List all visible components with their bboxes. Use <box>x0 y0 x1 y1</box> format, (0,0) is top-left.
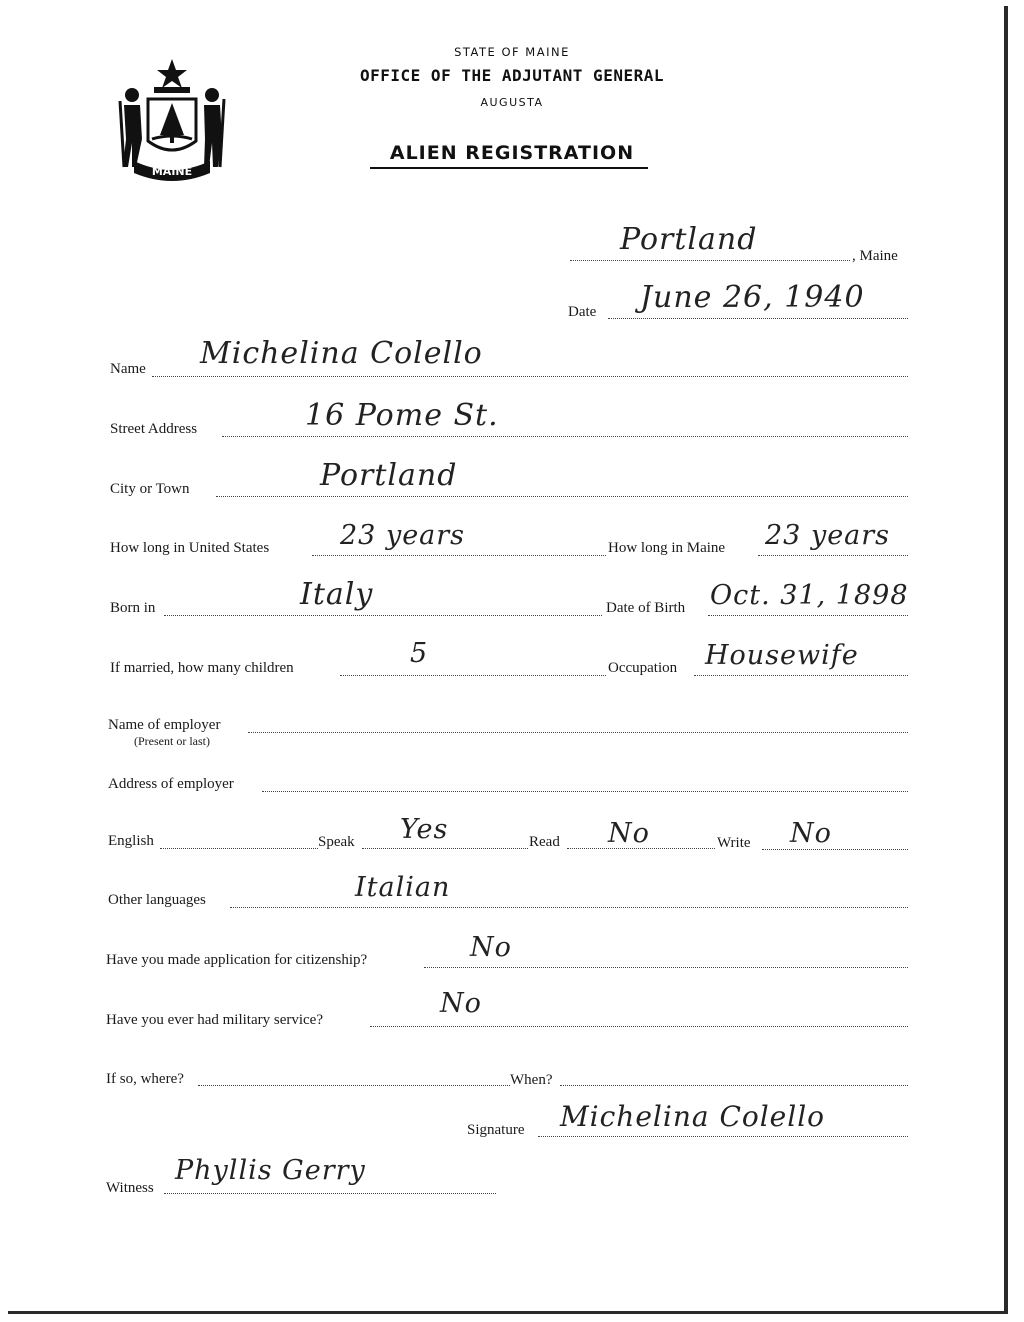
us-years-entry: 23 years <box>340 520 466 551</box>
city-entry: Portland <box>320 458 458 493</box>
dob-line <box>708 615 908 616</box>
other-languages-entry: Italian <box>355 872 451 903</box>
city-line <box>216 496 908 497</box>
military-line <box>370 1026 908 1027</box>
where-line <box>198 1085 510 1086</box>
dob-entry: Oct. 31, 1898 <box>710 580 909 611</box>
citizenship-label: Have you made application for citizenship? <box>106 952 368 968</box>
military-label: Have you ever had military service? <box>106 1012 323 1028</box>
occupation-entry: Housewife <box>705 640 859 671</box>
children-entry: 5 <box>410 638 429 669</box>
maine-years-entry: 23 years <box>765 520 891 551</box>
maine-label: , Maine <box>852 248 898 264</box>
us-years-line <box>312 555 606 556</box>
street-entry: 16 Pome St. <box>305 398 499 433</box>
children-line <box>340 675 606 676</box>
when-line <box>560 1085 908 1086</box>
occupation-label: Occupation <box>608 660 678 676</box>
us-years-label: How long in United States <box>110 540 270 556</box>
english-line <box>160 848 318 849</box>
military-entry: No <box>440 988 482 1019</box>
employer-address-line <box>262 791 908 792</box>
speak-label: Speak <box>318 834 355 850</box>
employer-address-label: Address of employer <box>108 776 234 792</box>
born-label: Born in <box>110 600 156 616</box>
title-underline <box>370 167 648 169</box>
born-entry: Italy <box>300 577 374 612</box>
when-label: When? <box>510 1072 553 1088</box>
place-entry: Portland <box>620 222 758 257</box>
write-line <box>762 849 908 850</box>
signature-label: Signature <box>467 1122 525 1138</box>
date-line <box>608 318 908 319</box>
other-languages-line <box>230 907 908 908</box>
street-line <box>222 436 908 437</box>
city-label: City or Town <box>110 481 190 497</box>
name-line <box>152 376 908 377</box>
read-label: Read <box>529 834 560 850</box>
state-heading: STATE OF MAINE <box>454 45 570 59</box>
svg-text:MAINE: MAINE <box>151 165 193 178</box>
witness-line <box>164 1193 496 1194</box>
name-entry: Michelina Colello <box>200 336 483 371</box>
citizenship-entry: No <box>470 932 512 963</box>
place-line <box>570 260 850 261</box>
office-heading: OFFICE OF THE ADJUTANT GENERAL <box>360 66 664 85</box>
where-label: If so, where? <box>106 1071 184 1087</box>
maine-years-label: How long in Maine <box>608 540 726 556</box>
write-entry: No <box>790 818 832 849</box>
signature-entry: Michelina Colello <box>560 1100 826 1133</box>
form-title: ALIEN REGISTRATION <box>389 142 635 164</box>
date-entry: June 26, 1940 <box>640 280 865 315</box>
speak-line <box>362 848 528 849</box>
employer-label: Name of employer <box>108 717 221 733</box>
employer-line <box>248 732 908 733</box>
name-label: Name <box>110 361 146 377</box>
dob-label: Date of Birth <box>606 600 686 616</box>
born-line <box>164 615 602 616</box>
date-label: Date <box>568 304 597 320</box>
occupation-line <box>694 675 908 676</box>
english-label: English <box>108 833 154 849</box>
employer-note: (Present or last) <box>134 734 210 748</box>
write-label: Write <box>717 835 751 851</box>
signature-line <box>538 1136 908 1137</box>
street-label: Street Address <box>110 421 198 437</box>
witness-label: Witness <box>106 1180 154 1196</box>
other-languages-label: Other languages <box>108 892 206 908</box>
city-heading: AUGUSTA <box>480 96 544 109</box>
read-entry: No <box>608 818 650 849</box>
witness-entry: Phyllis Gerry <box>175 1155 366 1186</box>
citizenship-line <box>424 967 908 968</box>
children-label: If married, how many children <box>110 660 294 676</box>
speak-entry: Yes <box>400 814 449 845</box>
maine-years-line <box>758 555 908 556</box>
